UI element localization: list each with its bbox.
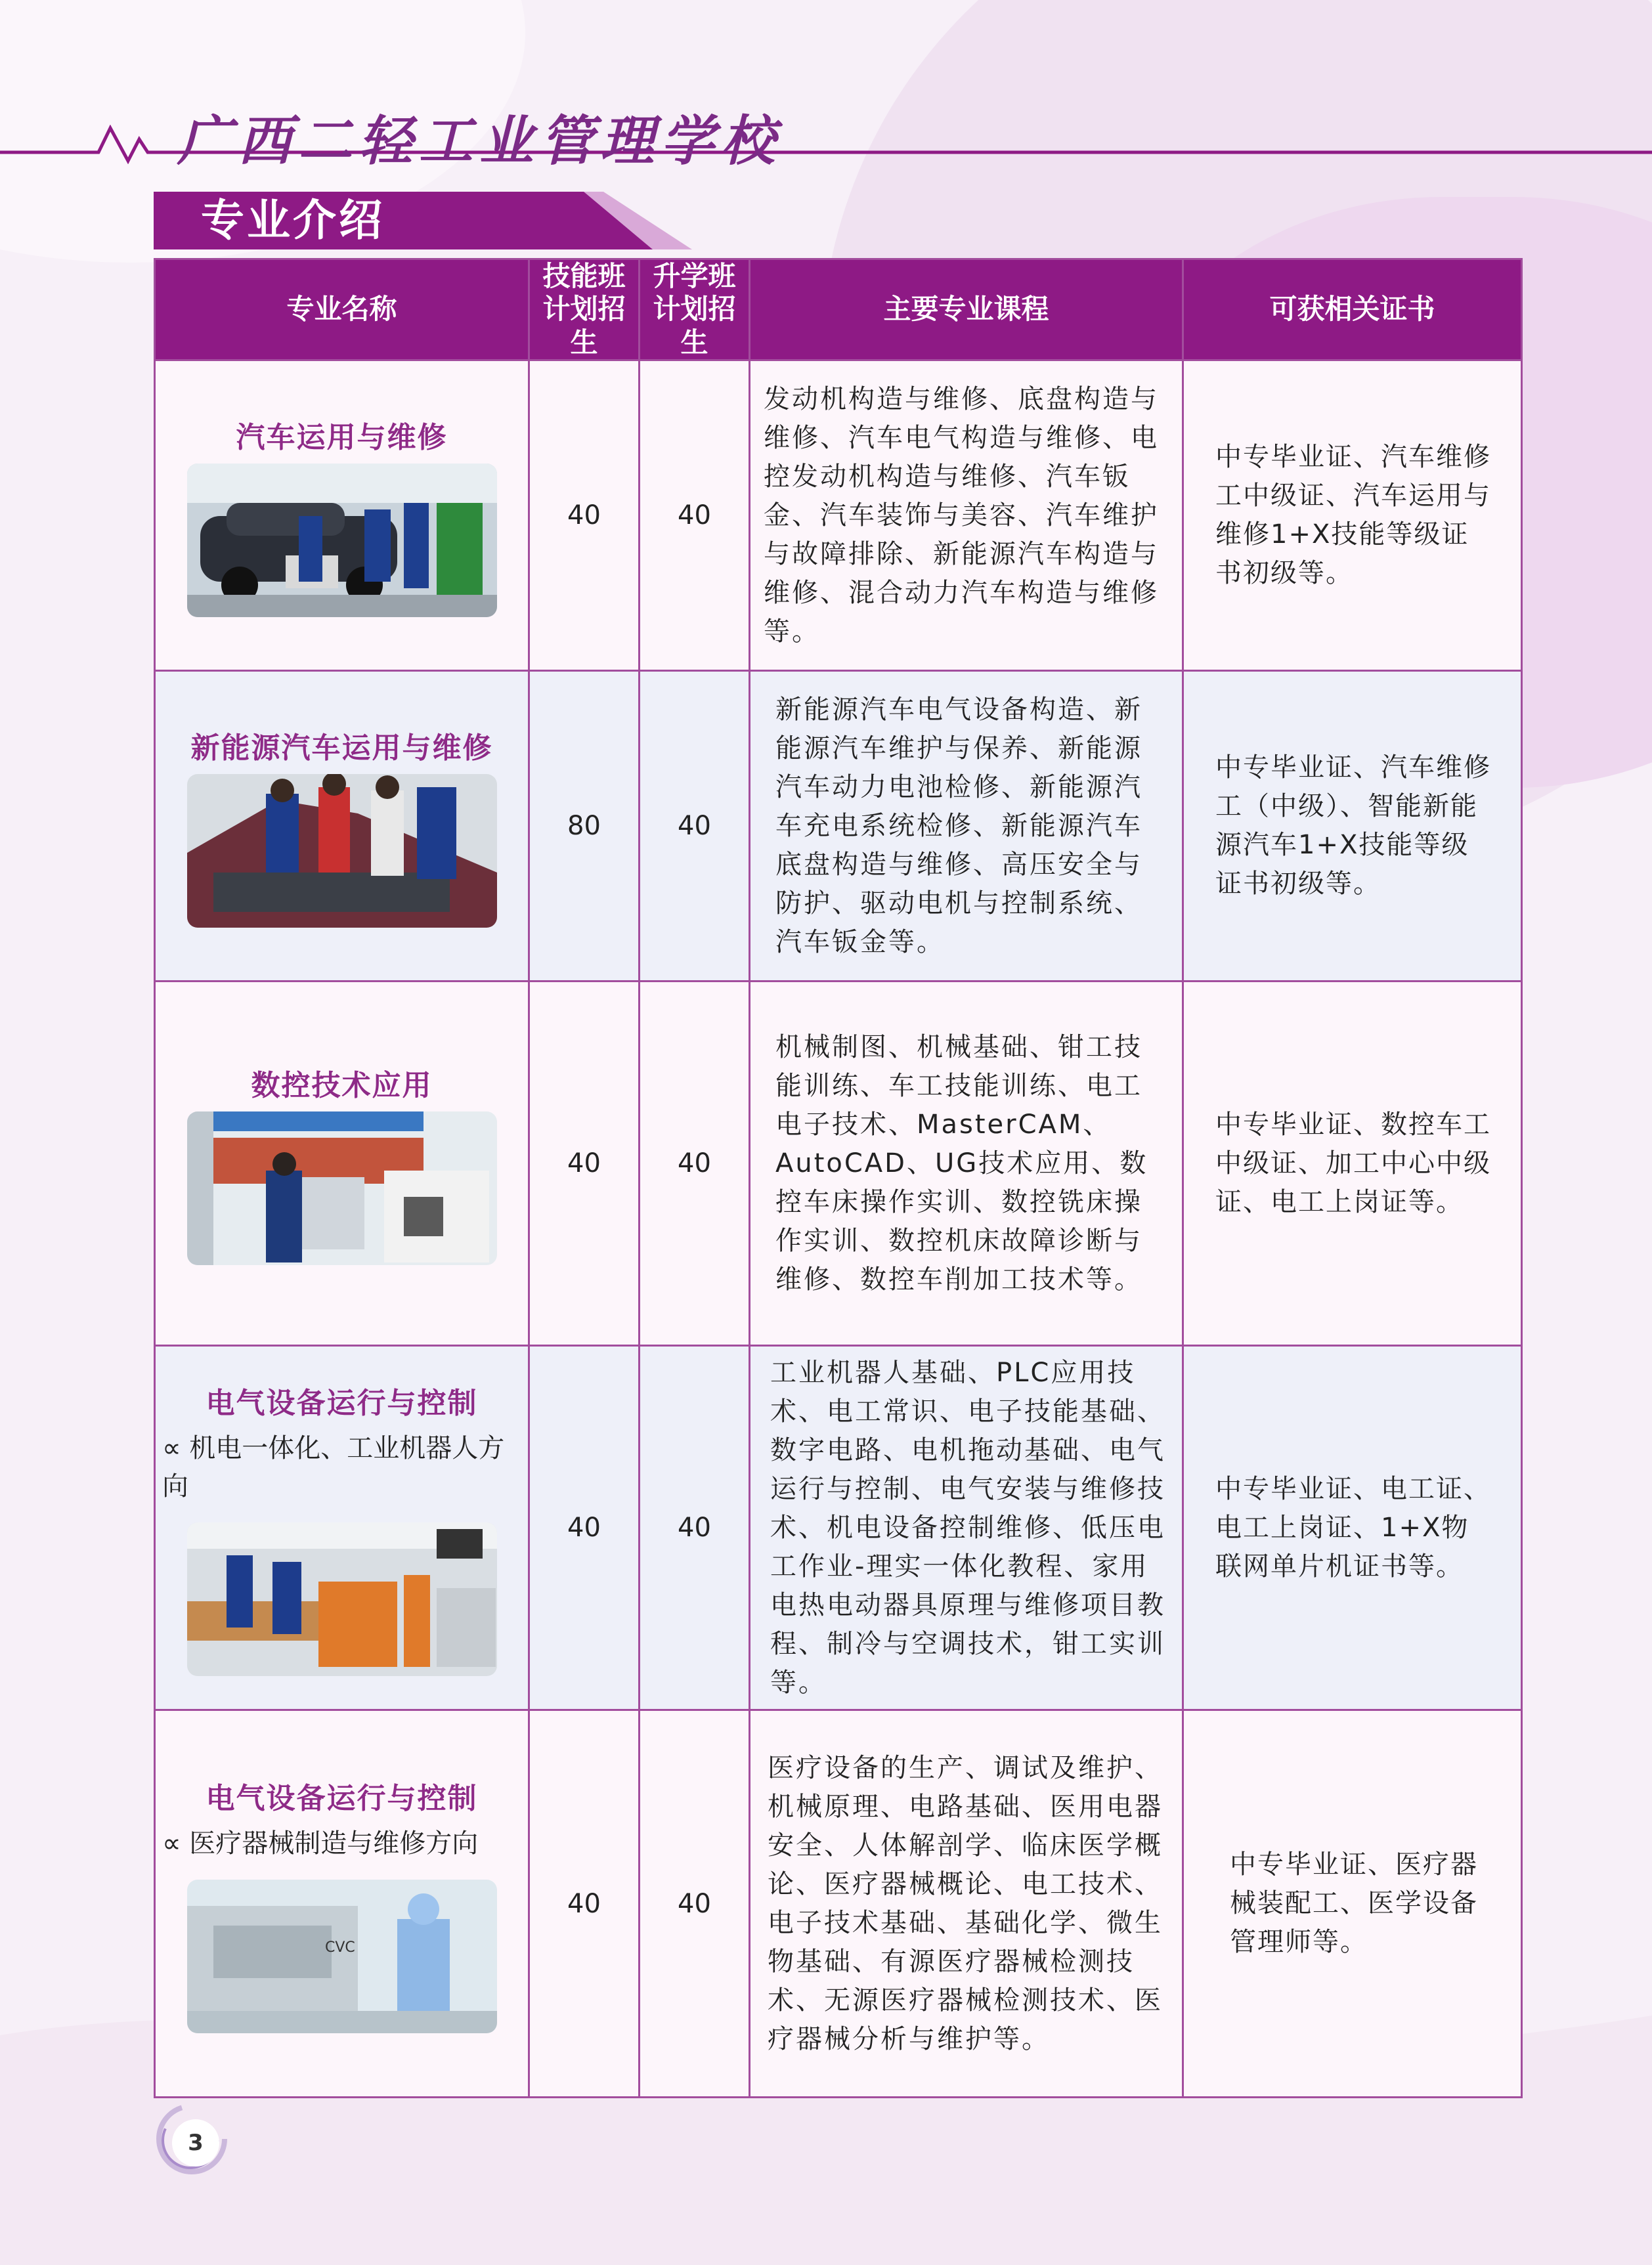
major-name: 汽车运用与维修 bbox=[236, 421, 448, 455]
header-skill-plan-line2: 计划招生 bbox=[542, 293, 626, 358]
certificates-text: 中专毕业证、电工证、电工上岗证、1+X物联网单片机证书等。 bbox=[1183, 1346, 1522, 1710]
major-name: 电气设备运行与控制 bbox=[206, 1387, 478, 1421]
major-name: 电气设备运行与控制 bbox=[206, 1781, 478, 1815]
skill-plan-value: 40 bbox=[529, 1346, 640, 1710]
table-row bbox=[155, 1346, 1522, 1710]
certificates-text: 中专毕业证、汽车维修工（中级）、智能新能源汽车1+X技能等级证书初级等。 bbox=[1183, 671, 1522, 982]
table-row bbox=[155, 360, 1522, 671]
auto-repair-photo bbox=[187, 464, 497, 617]
further-plan-value: 40 bbox=[640, 982, 750, 1346]
courses-text: 机械制图、机械基础、钳工技能训练、车工技能训练、电工电子技术、MasterCAM、AutoCAD、UG技术应用、数控车床操作实训、数控铣床操作实训、数控机床故障诊断与维修、数控车削加工技术等。 bbox=[750, 982, 1183, 1346]
major-name-cell bbox=[155, 1710, 529, 2098]
major-direction: ∝ 机电一体化、工业机器人方向 bbox=[162, 1433, 505, 1502]
header-further-plan-line1: 升学班 bbox=[653, 260, 736, 292]
certificates-text: 中专毕业证、医疗器械装配工、医学设备管理师等。 bbox=[1183, 1710, 1522, 2098]
further-plan-value: 40 bbox=[640, 1710, 750, 2098]
courses-text: 新能源汽车电气设备构造、新能源汽车维护与保养、新能源汽车动力电池检修、新能源汽车充电系统检修、新能源汽车底盘构造与维修、高压安全与防护、驱动电机与控制系统、汽车钣金等。 bbox=[750, 671, 1183, 982]
school-name: 广西二轻工业管理学校 bbox=[177, 110, 781, 173]
courses-text: 医疗设备的生产、调试及维护、机械原理、电路基础、医用电器安全、人体解剖学、临床医学概论、医疗器械概论、电工技术、电子技术基础、基础化学、微生物基础、有源医疗器械检测技术、无源医疗器械检测技术、医疗器械分析与维护等。 bbox=[750, 1710, 1183, 2098]
table-header-row bbox=[155, 259, 1522, 360]
further-plan-value: 40 bbox=[640, 1346, 750, 1710]
major-name: 新能源汽车运用与维修 bbox=[190, 731, 493, 766]
major-name-cell bbox=[155, 982, 529, 1346]
certificates-text: 中专毕业证、数控车工中级证、加工中心中级证、电工上岗证等。 bbox=[1183, 982, 1522, 1346]
page-number: 3 bbox=[172, 2119, 219, 2167]
major-name-cell bbox=[155, 360, 529, 671]
courses-text: 发动机构造与维修、底盘构造与维修、汽车电气构造与维修、电控发动机构造与维修、汽车钣金、汽车装饰与美容、汽车维护与故障排除、新能源汽车构造与维修、混合动力汽车构造与维修等。 bbox=[750, 360, 1183, 671]
table-row bbox=[155, 982, 1522, 1346]
skill-plan-value: 40 bbox=[529, 1710, 640, 2098]
header-skill-plan bbox=[529, 259, 640, 360]
svg-text:CVC: CVC bbox=[324, 1939, 355, 1956]
major-name-cell bbox=[155, 1346, 529, 1710]
medical-device-lab-photo bbox=[187, 1880, 497, 2033]
header-further-plan bbox=[640, 259, 750, 360]
skill-plan-value: 80 bbox=[529, 671, 640, 982]
skill-plan-value: 40 bbox=[529, 360, 640, 671]
robot-lab-photo bbox=[187, 1522, 497, 1676]
table-row bbox=[155, 671, 1522, 982]
cnc-lab-photo bbox=[187, 1111, 497, 1265]
header-skill-plan-line1: 技能班 bbox=[542, 260, 626, 292]
skill-plan-value: 40 bbox=[529, 982, 640, 1346]
further-plan-value: 40 bbox=[640, 360, 750, 671]
header-certificates: 可获相关证书 bbox=[1183, 259, 1522, 360]
table-row bbox=[155, 1710, 1522, 2098]
majors-table bbox=[154, 258, 1523, 2098]
further-plan-value: 40 bbox=[640, 671, 750, 982]
section-title: 专业介绍 bbox=[201, 195, 385, 246]
major-direction: ∝ 医疗器械制造与维修方向 bbox=[162, 1828, 479, 1859]
ev-repair-photo bbox=[187, 774, 497, 928]
courses-text: 工业机器人基础、PLC应用技术、电工常识、电子技能基础、数字电路、电机拖动基础、电气运行与控制、电气安装与维修技术、机电设备控制维修、低压电工作业-理实一体化教程、家用电热电动器具原理与维修项目教程、制冷与空调技术，钳工实训等。 bbox=[750, 1346, 1183, 1710]
header-courses: 主要专业课程 bbox=[750, 259, 1183, 360]
header-major-name: 专业名称 bbox=[155, 259, 529, 360]
major-name-cell bbox=[155, 671, 529, 982]
header-further-plan-line2: 计划招生 bbox=[653, 293, 736, 358]
certificates-text: 中专毕业证、汽车维修工中级证、汽车运用与维修1+X技能等级证书初级等。 bbox=[1183, 360, 1522, 671]
major-name: 数控技术应用 bbox=[251, 1069, 433, 1103]
